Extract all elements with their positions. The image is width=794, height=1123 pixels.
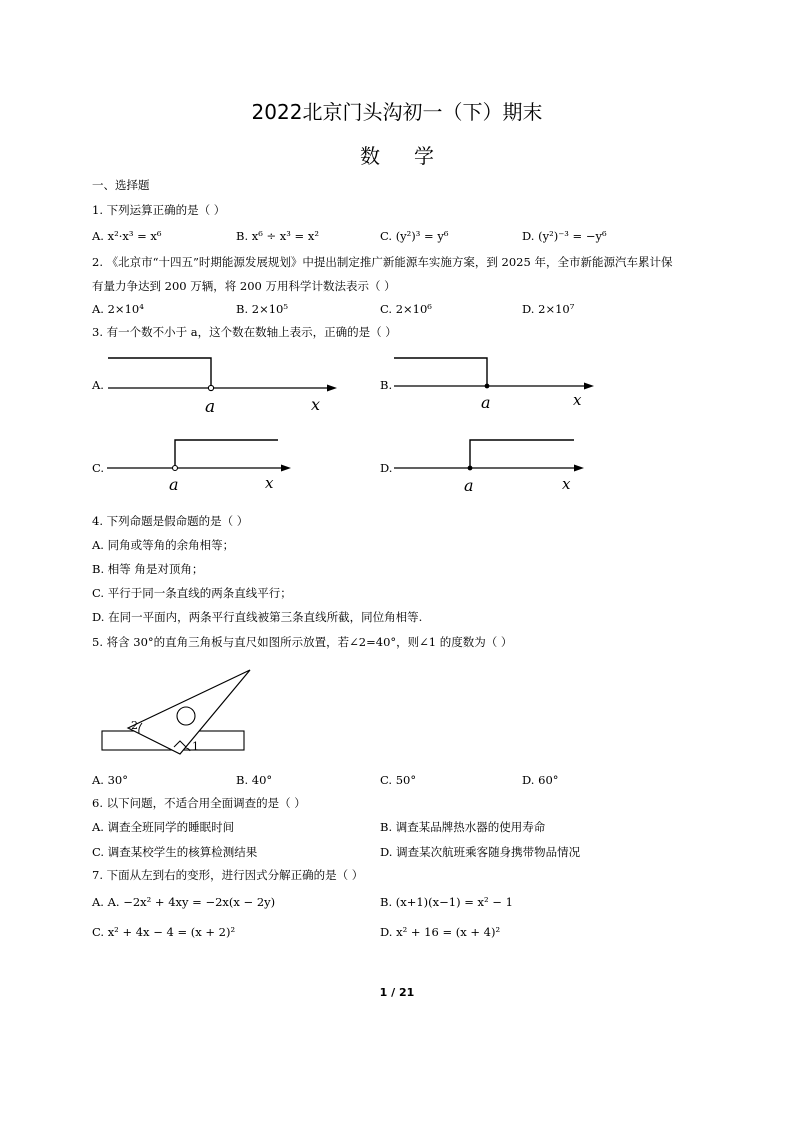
point-label-a: a: [464, 476, 474, 495]
question-7-option-d: D. x² + 16 = (x + 4)²: [380, 925, 501, 939]
question-4-option-a: A. 同角或等角的余角相等；: [92, 538, 235, 552]
question-6-option-c: C. 调查某校学生的核算检测结果: [92, 845, 258, 859]
triangle-ruler-figure: [98, 662, 253, 757]
number-line-a: [105, 350, 345, 420]
question-7-option-c: C. x² + 4x − 4 = (x + 2)²: [92, 925, 236, 939]
question-5-option-d: D. 60°: [522, 773, 559, 787]
subject-title: 数学: [360, 144, 468, 168]
question-4-option-c: C. 平行于同一条直线的两条直线平行；: [92, 586, 292, 600]
question-7-option-b: B. (x+1)(x−1) = x² − 1: [380, 895, 513, 909]
question-3-option-a: A.: [92, 378, 104, 392]
angle-label-2: 2: [131, 719, 138, 732]
question-1-stem: 1. 下列运算正确的是（ ）: [92, 203, 226, 217]
axis-label-x: x: [311, 395, 321, 414]
question-2-stem-line2: 有量力争达到 200 万辆，将 200 万用科学计数法表示（ ）: [92, 279, 396, 293]
question-3-stem: 3. 有一个数不小于 a，这个数在数轴上表示，正确的是（ ）: [92, 325, 397, 339]
number-line-b: [392, 350, 602, 415]
page-title: 2022北京门头沟初一（下）期末: [251, 100, 543, 124]
question-1-option-b: B. x⁶ ÷ x³ = x²: [236, 229, 319, 243]
point-label-a: a: [481, 393, 491, 412]
axis-label-x: x: [562, 475, 571, 493]
question-3-option-c: C.: [92, 461, 105, 475]
question-3-option-d: D.: [380, 461, 393, 475]
question-6-option-a: A. 调查全班同学的睡眠时间: [92, 820, 235, 834]
question-6-option-b: B. 调查某品牌热水器的使用寿命: [380, 820, 546, 834]
question-2-option-d: D. 2×10⁷: [522, 302, 575, 316]
question-6-stem: 6. 以下问题，不适合用全面调查的是（ ）: [92, 796, 306, 810]
page-number: 1 / 21: [379, 986, 415, 999]
number-line-d: [392, 432, 597, 497]
question-5-option-b: B. 40°: [236, 773, 273, 787]
angle-label-1: 1: [192, 740, 199, 753]
axis-label-x: x: [573, 391, 582, 409]
axis-label-x: x: [265, 474, 274, 492]
question-5-option-c: C. 50°: [380, 773, 417, 787]
point-label-a: a: [169, 475, 179, 494]
question-2-option-a: A. 2×10⁴: [92, 302, 144, 316]
question-5-option-a: A. 30°: [92, 773, 128, 787]
question-7-stem: 7. 下面从左到右的变形，进行因式分解正确的是（ ）: [92, 868, 364, 882]
question-7-option-a: A. A. −2x² + 4xy = −2x(x − 2y): [92, 895, 276, 909]
question-4-option-d: D. 在同一平面内，两条平行直线被第三条直线所截，同位角相等.: [92, 610, 423, 624]
question-6-option-d: D. 调查某次航班乘客随身携带物品情况: [380, 845, 581, 859]
question-2-option-c: C. 2×10⁶: [380, 302, 432, 316]
question-3-option-b: B.: [380, 378, 393, 392]
point-label-a: a: [205, 397, 216, 417]
question-1-option-a: A. x²·x³ = x⁶: [92, 229, 162, 243]
section-heading: 一、选择题: [92, 178, 150, 192]
question-4-stem: 4. 下列命题是假命题的是（ ）: [92, 514, 249, 528]
question-2-option-b: B. 2×10⁵: [236, 302, 288, 316]
question-5-stem: 5. 将含 30°的直角三角板与直尺如图所示放置，若∠2=40°，则∠1 的度数为（ ）: [92, 635, 513, 649]
question-4-option-b: B. 相等 角是对顶角；: [92, 562, 204, 576]
question-1-option-c: C. (y²)³ = y⁶: [380, 229, 449, 243]
question-2-stem-line1: 2. 《北京市“十四五”时期能源发展规划》中提出制定推广新能源车实施方案，到 2025 年，全市新能源汽车累计保: [92, 255, 673, 269]
number-line-c: [105, 432, 300, 497]
question-1-option-d: D. (y²)⁻³ = −y⁶: [522, 229, 607, 243]
